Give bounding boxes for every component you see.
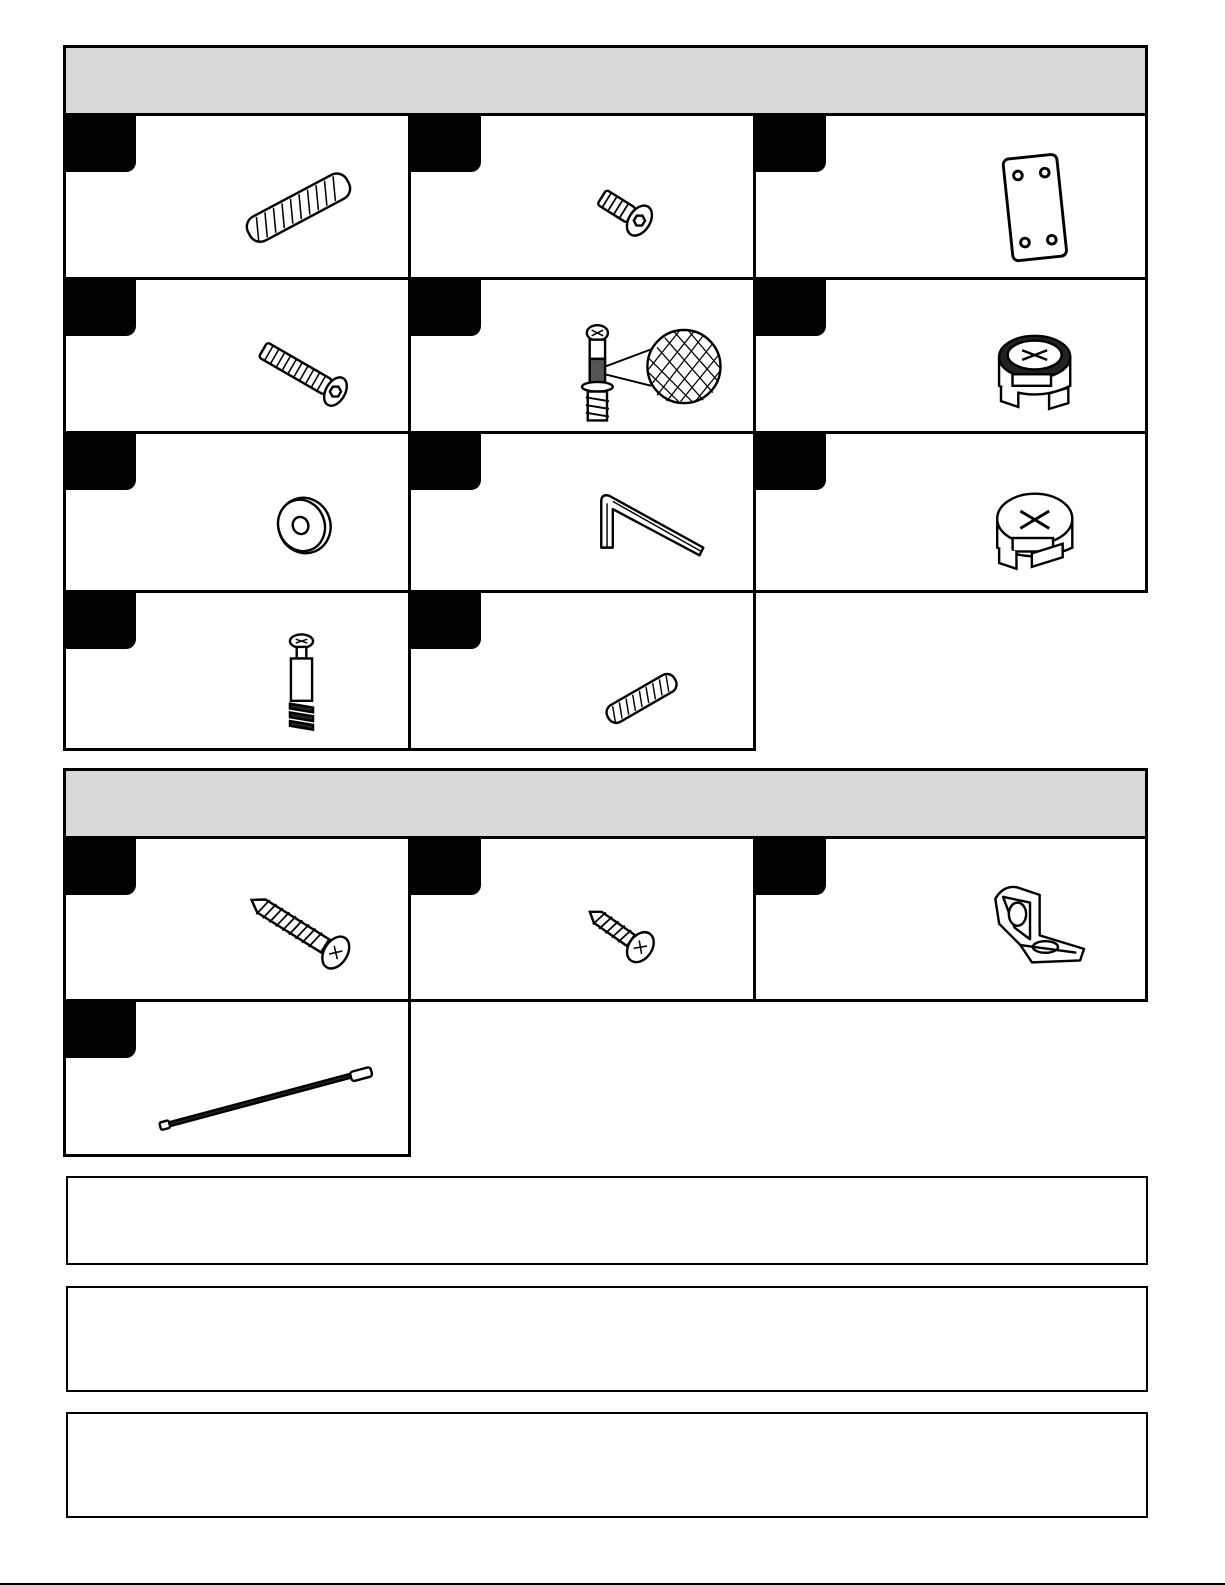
wood-screw-long-icon [66, 839, 408, 999]
part-cell-cam-lock [753, 431, 1148, 593]
hex-socket-bolt-short-icon [411, 116, 753, 277]
section-2-header [66, 771, 1145, 839]
flat-washer-icon [66, 434, 408, 590]
note-box-2 [66, 1286, 1148, 1392]
part-cell-safety-cable [63, 999, 411, 1157]
section-1-header [66, 48, 1145, 116]
l-bracket-icon [756, 839, 1145, 999]
wood-dowel-small-icon [411, 593, 753, 748]
allen-key-icon [411, 434, 753, 590]
section-2-title [66, 771, 1145, 811]
part-cell-washer [63, 431, 411, 593]
part-cell-cam-bolt [63, 590, 411, 751]
part-cell-dowel-large [63, 113, 411, 280]
note-box-3 [66, 1412, 1148, 1518]
safety-cable-rod-icon [66, 1002, 408, 1154]
part-cell-cam-bolt-detail [408, 277, 756, 434]
cam-bolt-with-thread-detail-icon [411, 280, 753, 431]
connector-plate-icon [756, 116, 1145, 277]
part-cell-wood-screw-short [408, 836, 756, 1002]
cam-lock-with-cover-icon [756, 280, 1145, 431]
part-cell-connector-plate [753, 113, 1148, 280]
wood-dowel-large-icon [66, 116, 408, 277]
part-cell-l-bracket [753, 836, 1148, 1002]
note-box-1 [66, 1176, 1148, 1265]
part-cell-wood-screw-long [63, 836, 411, 1002]
wood-screw-short-icon [411, 839, 753, 999]
part-cell-bolt-long [63, 277, 411, 434]
cam-bolt-icon [66, 593, 408, 748]
part-cell-cam-lock-cover [753, 277, 1148, 434]
part-cell-bolt-short [408, 113, 756, 280]
hex-socket-bolt-long-icon [66, 280, 408, 431]
cam-lock-icon [756, 434, 1145, 590]
part-cell-dowel-small [408, 590, 756, 751]
part-cell-allen-key [408, 431, 756, 593]
section-1-title [66, 48, 1145, 88]
